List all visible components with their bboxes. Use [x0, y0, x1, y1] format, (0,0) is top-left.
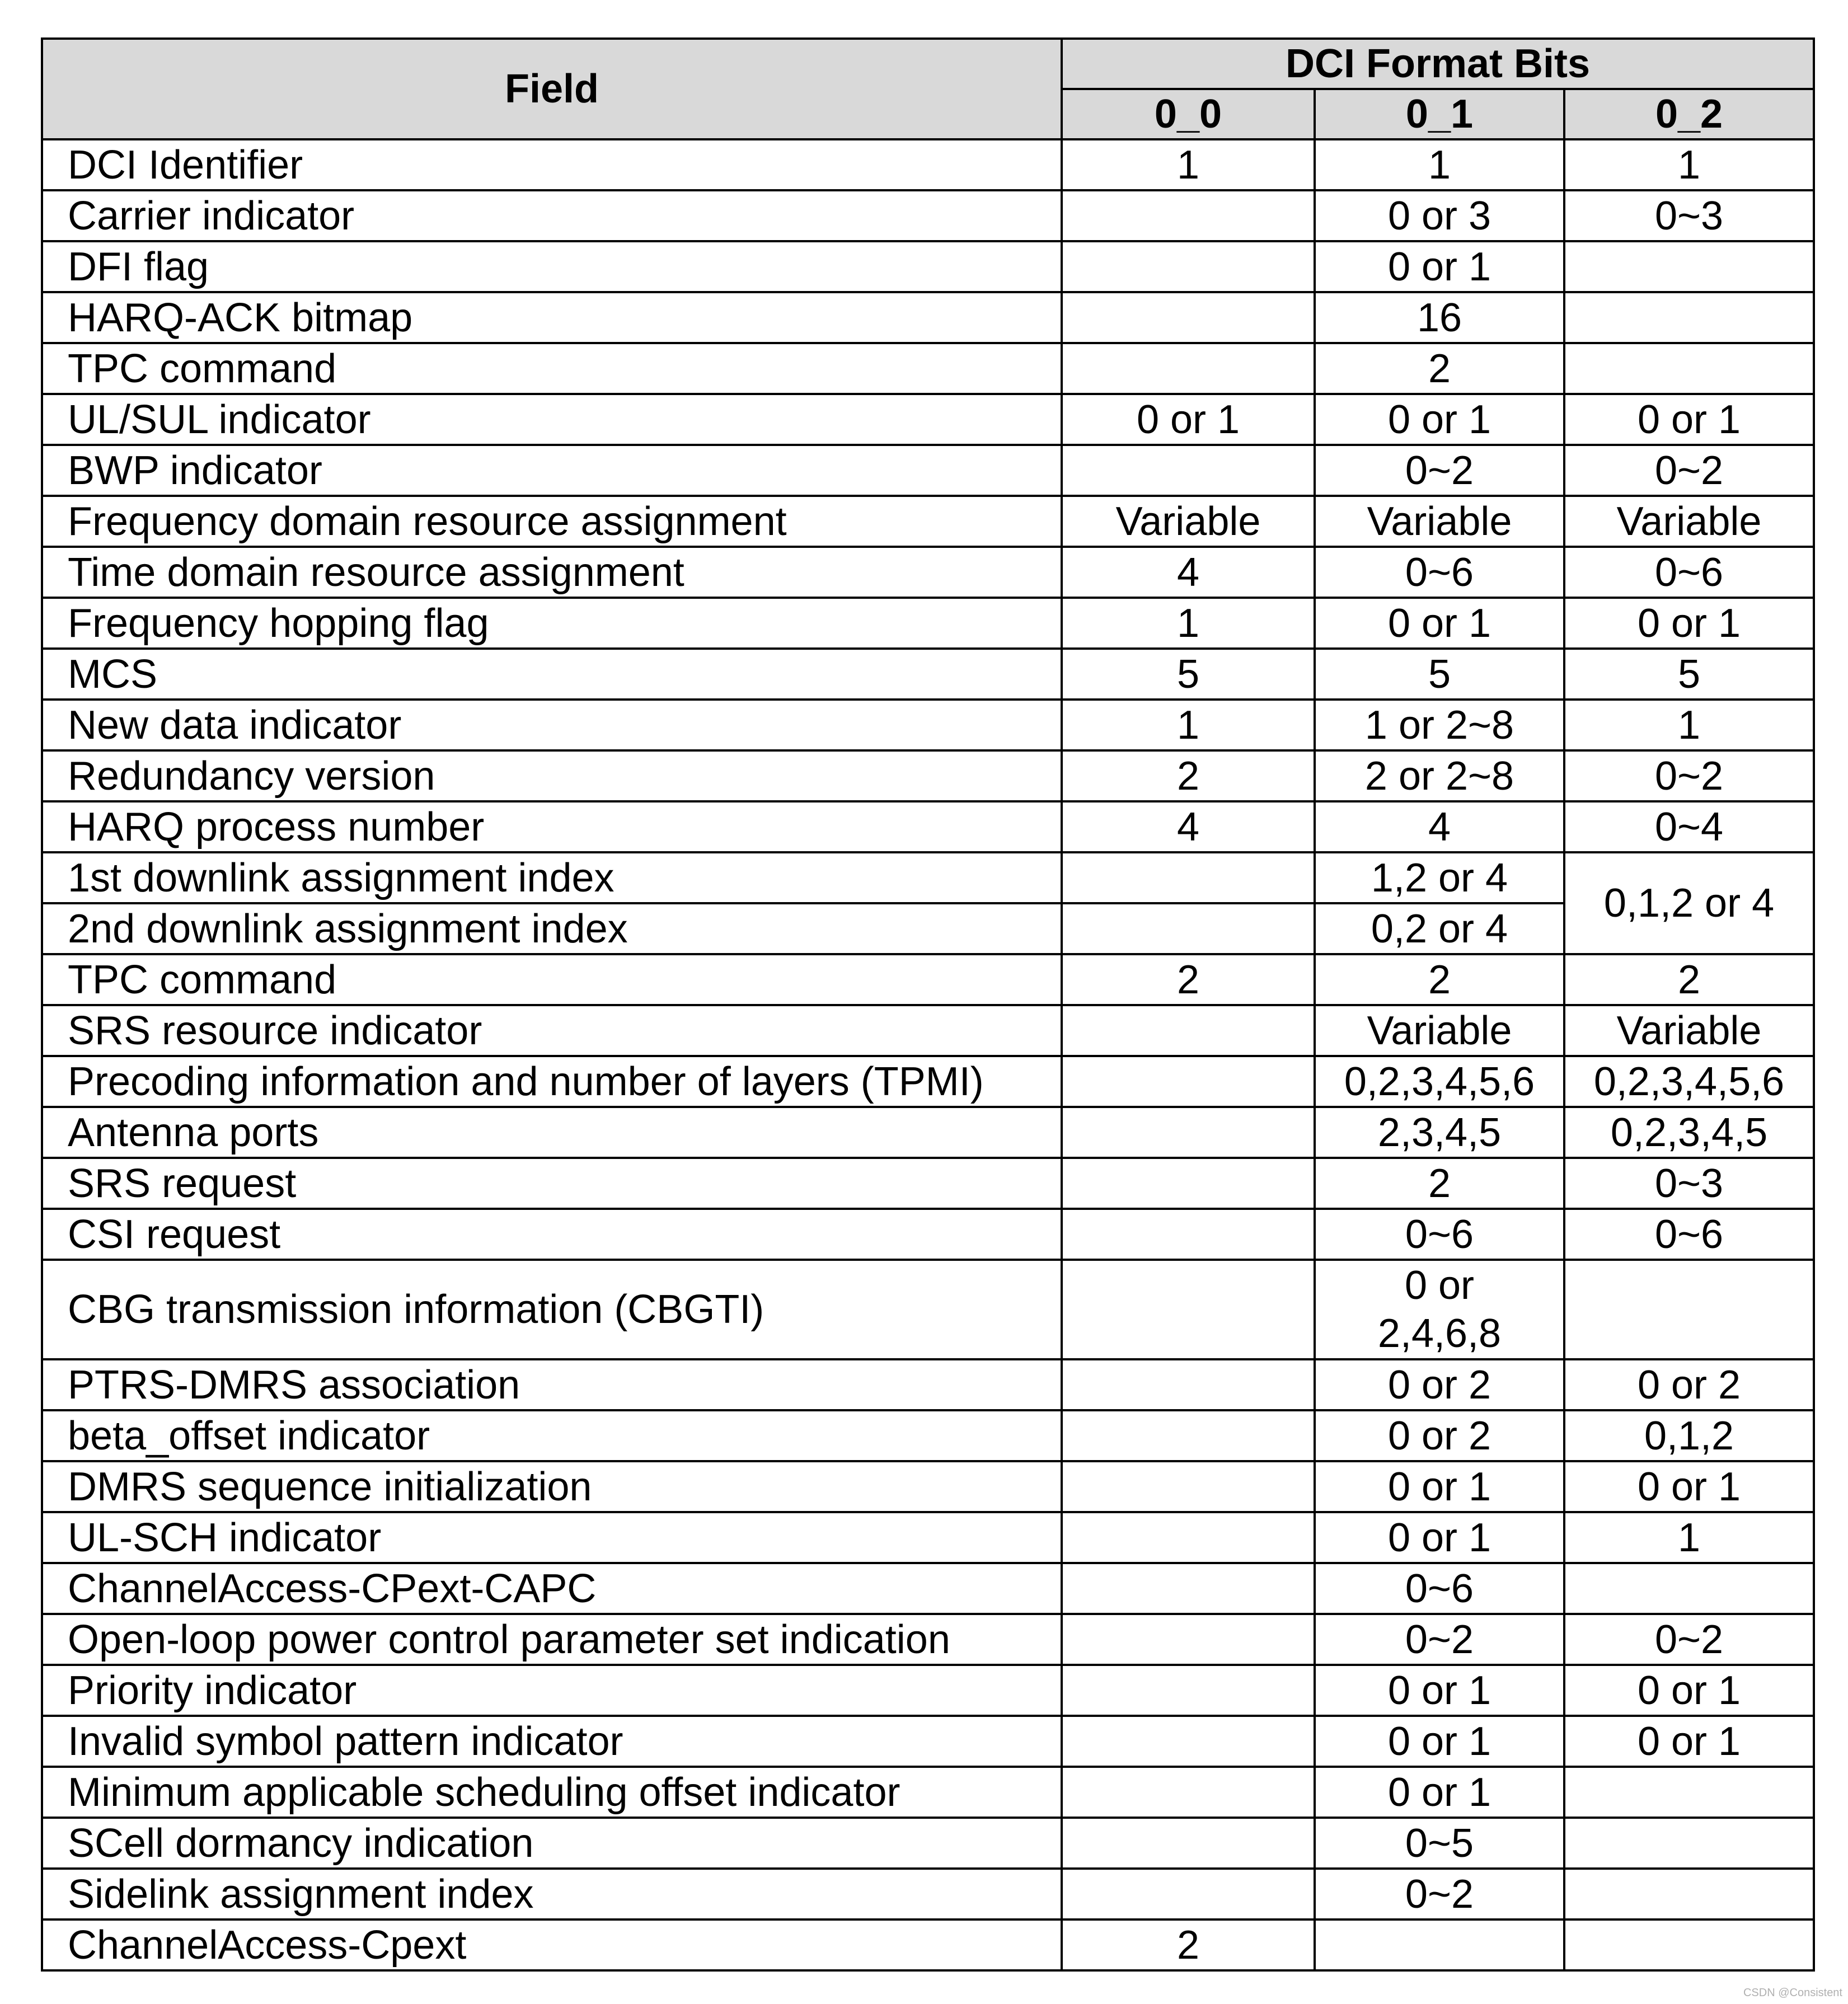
format-0-1-cell: 2: [1315, 954, 1564, 1005]
field-name-cell: ChannelAccess-Cpext: [42, 1919, 1062, 1970]
format-0-2-cell: 0~6: [1564, 547, 1814, 598]
format-0-0-cell: 4: [1062, 801, 1315, 852]
format-0-0-cell: 1: [1062, 598, 1315, 649]
format-0-2-cell: Variable: [1564, 1005, 1814, 1056]
format-0-2-cell: [1564, 1563, 1814, 1614]
format-0-1-cell: 0,2 or 4: [1315, 903, 1564, 954]
table-row: [42, 598, 1814, 649]
format-0-0-cell: [1062, 1056, 1315, 1107]
field-name-cell: CSI request: [42, 1209, 1062, 1260]
format-0-2-cell: [1564, 241, 1814, 292]
dci-format-bits-group-header: DCI Format Bits: [1062, 39, 1814, 89]
format-0-0-cell: 1: [1062, 700, 1315, 750]
format-0-0-cell: 2: [1062, 954, 1315, 1005]
format-0-2-cell: 1: [1564, 1512, 1814, 1563]
format-0-0-cell: [1062, 1158, 1315, 1209]
table-row: [42, 547, 1814, 598]
format-0-2-cell: 0 or 2: [1564, 1359, 1814, 1410]
format-0-1-cell: 0 or 2: [1315, 1410, 1564, 1461]
field-name-cell: 1st downlink assignment index: [42, 852, 1062, 903]
field-name-cell: Carrier indicator: [42, 190, 1062, 241]
dci-format-bits-table: [41, 37, 1815, 1972]
table-row: [42, 292, 1814, 343]
field-name-cell: TPC command: [42, 954, 1062, 1005]
table-body: [42, 139, 1814, 1970]
format-0-0-cell: [1062, 445, 1315, 496]
table-row: [42, 1665, 1814, 1716]
format-0-2-cell: 0 or 1: [1564, 1461, 1814, 1512]
table-row: [42, 190, 1814, 241]
format-0-0-cell: [1062, 1410, 1315, 1461]
table-row: [42, 1767, 1814, 1818]
format-0-0-cell: [1062, 1260, 1315, 1359]
field-name-cell: Antenna ports: [42, 1107, 1062, 1158]
format-0-0-cell: 4: [1062, 547, 1315, 598]
format-0-2-cell: [1564, 1260, 1814, 1359]
format-0-1-cell: 1,2 or 4: [1315, 852, 1564, 903]
format-0-0-cell: [1062, 1665, 1315, 1716]
format-0-0-cell: [1062, 1767, 1315, 1818]
format-0-2-cell: 0 or 1: [1564, 598, 1814, 649]
field-name-cell: UL/SUL indicator: [42, 394, 1062, 445]
field-name-cell: SCell dormancy indication: [42, 1818, 1062, 1869]
format-0-1-cell: Variable: [1315, 496, 1564, 547]
format-0-0-cell: Variable: [1062, 496, 1315, 547]
table-row: [42, 1818, 1814, 1869]
table-row: [42, 1869, 1814, 1919]
format-0-0-cell: [1062, 1359, 1315, 1410]
format-0-2-cell: 0~6: [1564, 1209, 1814, 1260]
table-row: [42, 700, 1814, 750]
table-row: [42, 903, 1814, 954]
format-0-1-cell: 4: [1315, 801, 1564, 852]
format-0-1-cell: 1: [1315, 139, 1564, 190]
format-0-2-cell: 0,2,3,4,5,6: [1564, 1056, 1814, 1107]
format-0-0-cell: [1062, 1614, 1315, 1665]
table-row: [42, 1209, 1814, 1260]
format-0-2-cell: [1564, 1919, 1814, 1970]
field-name-cell: CBG transmission information (CBGTI): [42, 1260, 1062, 1359]
field-name-cell: 2nd downlink assignment index: [42, 903, 1062, 954]
format-0-1-cell: 0~2: [1315, 445, 1564, 496]
format-0-0-cell: [1062, 1512, 1315, 1563]
table-row: [42, 954, 1814, 1005]
format-0-1-cell: 0~6: [1315, 1563, 1564, 1614]
format-0-0-cell: 1: [1062, 139, 1315, 190]
table-row: [42, 1512, 1814, 1563]
table-row: [42, 1359, 1814, 1410]
format-0-1-cell: 2,3,4,5: [1315, 1107, 1564, 1158]
format-0-0-cell: [1062, 343, 1315, 394]
format-0-1-cell: 0~2: [1315, 1614, 1564, 1665]
format-0-2-cell: 0~3: [1564, 190, 1814, 241]
field-name-cell: ChannelAccess-CPext-CAPC: [42, 1563, 1062, 1614]
field-name-cell: Minimum applicable scheduling offset indicator: [42, 1767, 1062, 1818]
table-header: [42, 39, 1814, 139]
format-0-2-cell: [1564, 1767, 1814, 1818]
field-name-cell: DMRS sequence initialization: [42, 1461, 1062, 1512]
format-0-0-cell: 5: [1062, 649, 1315, 700]
format-0-1-cell: 0 or 1: [1315, 1461, 1564, 1512]
field-name-cell: HARQ process number: [42, 801, 1062, 852]
format-0-2-cell: 2: [1564, 954, 1814, 1005]
format-0-2-cell: 0,1,2: [1564, 1410, 1814, 1461]
format-0-1-cell: 0 or 1: [1315, 394, 1564, 445]
format-0-0-cell: 2: [1062, 1919, 1315, 1970]
format-0-0-cell: [1062, 1209, 1315, 1260]
table-row: [42, 496, 1814, 547]
field-name-cell: SRS resource indicator: [42, 1005, 1062, 1056]
format-0-2-header: 0_2: [1564, 89, 1814, 139]
table-row: [42, 1410, 1814, 1461]
table-row: [42, 1158, 1814, 1209]
field-name-cell: HARQ-ACK bitmap: [42, 292, 1062, 343]
field-name-cell: UL-SCH indicator: [42, 1512, 1062, 1563]
format-0-2-cell: 0~4: [1564, 801, 1814, 852]
format-0-1-cell: 0 or 1: [1315, 1767, 1564, 1818]
format-0-2-cell: 5: [1564, 649, 1814, 700]
format-0-1-cell: 1 or 2~8: [1315, 700, 1564, 750]
field-name-cell: beta_offset indicator: [42, 1410, 1062, 1461]
table-row: [42, 1005, 1814, 1056]
format-0-0-cell: [1062, 903, 1315, 954]
field-name-cell: DCI Identifier: [42, 139, 1062, 190]
format-0-0-cell: 0 or 1: [1062, 394, 1315, 445]
field-name-cell: New data indicator: [42, 700, 1062, 750]
format-0-1-cell: 0~5: [1315, 1818, 1564, 1869]
field-name-cell: Redundancy version: [42, 750, 1062, 801]
field-name-cell: PTRS-DMRS association: [42, 1359, 1062, 1410]
format-0-0-cell: [1062, 1563, 1315, 1614]
field-name-cell: BWP indicator: [42, 445, 1062, 496]
format-0-0-cell: [1062, 241, 1315, 292]
format-0-1-cell: 0 or 2: [1315, 1359, 1564, 1410]
field-name-cell: Time domain resource assignment: [42, 547, 1062, 598]
table-row: [42, 445, 1814, 496]
field-name-cell: Sidelink assignment index: [42, 1869, 1062, 1919]
format-0-2-cell: 0~2: [1564, 750, 1814, 801]
format-0-2-cell: [1564, 343, 1814, 394]
format-0-1-cell: 0 or 1: [1315, 241, 1564, 292]
field-name-cell: Frequency domain resource assignment: [42, 496, 1062, 547]
table-row: [42, 1107, 1814, 1158]
format-0-2-cell: 1: [1564, 700, 1814, 750]
table-row: [42, 1056, 1814, 1107]
table-row: [42, 750, 1814, 801]
format-0-2-cell: 0 or 1: [1564, 394, 1814, 445]
format-0-1-cell: [1315, 1919, 1564, 1970]
format-0-1-cell: 0 or 1: [1315, 1512, 1564, 1563]
format-0-2-cell: Variable: [1564, 496, 1814, 547]
format-0-0-cell: [1062, 1005, 1315, 1056]
table-row: [42, 241, 1814, 292]
format-0-1-cell: 16: [1315, 292, 1564, 343]
format-0-2-cell: 0 or 1: [1564, 1716, 1814, 1767]
format-0-1-cell: 0~6: [1315, 1209, 1564, 1260]
format-0-0-cell: 2: [1062, 750, 1315, 801]
table-row: [42, 1260, 1814, 1359]
field-name-cell: SRS request: [42, 1158, 1062, 1209]
table-row: [42, 1563, 1814, 1614]
format-0-0-cell: [1062, 292, 1315, 343]
table-row: [42, 1716, 1814, 1767]
format-0-2-cell: [1564, 292, 1814, 343]
format-0-2-cell: [1564, 1869, 1814, 1919]
format-0-1-cell: 2: [1315, 343, 1564, 394]
format-0-1-header: 0_1: [1315, 89, 1564, 139]
format-0-2-cell: 0 or 1: [1564, 1665, 1814, 1716]
table-row: [42, 139, 1814, 190]
field-name-cell: Frequency hopping flag: [42, 598, 1062, 649]
format-0-0-cell: [1062, 190, 1315, 241]
format-0-2-cell: [1564, 1818, 1814, 1869]
format-0-1-cell: 0 or 1: [1315, 1716, 1564, 1767]
table-row: [42, 343, 1814, 394]
format-0-1-cell: 0~2: [1315, 1869, 1564, 1919]
format-0-1-cell: 2: [1315, 1158, 1564, 1209]
watermark-text: CSDN @Consistent: [1743, 1987, 1842, 1999]
format-0-1-cell: 0 or 2,4,6,8: [1315, 1260, 1564, 1359]
format-0-1-cell: Variable: [1315, 1005, 1564, 1056]
table-row: [42, 1614, 1814, 1665]
format-0-0-cell: [1062, 1716, 1315, 1767]
format-0-0-cell: [1062, 1107, 1315, 1158]
format-0-2-cell: 0~2: [1564, 445, 1814, 496]
format-0-1-cell: 0~6: [1315, 547, 1564, 598]
field-name-cell: MCS: [42, 649, 1062, 700]
format-0-0-cell: [1062, 1461, 1315, 1512]
format-0-0-cell: [1062, 1869, 1315, 1919]
table-row: [42, 801, 1814, 852]
format-0-0-cell: [1062, 1818, 1315, 1869]
format-0-1-cell: 0 or 3: [1315, 190, 1564, 241]
format-0-2-cell: 0~3: [1564, 1158, 1814, 1209]
field-name-cell: Invalid symbol pattern indicator: [42, 1716, 1062, 1767]
format-0-1-cell: 0,2,3,4,5,6: [1315, 1056, 1564, 1107]
format-0-2-cell: 0,1,2 or 4: [1564, 852, 1814, 954]
table-row: [42, 649, 1814, 700]
field-name-cell: DFI flag: [42, 241, 1062, 292]
field-name-cell: TPC command: [42, 343, 1062, 394]
format-0-1-cell: 2 or 2~8: [1315, 750, 1564, 801]
field-name-cell: Priority indicator: [42, 1665, 1062, 1716]
field-name-cell: Open-loop power control parameter set indication: [42, 1614, 1062, 1665]
table-row: [42, 1461, 1814, 1512]
format-0-2-cell: 0~2: [1564, 1614, 1814, 1665]
field-name-cell: Precoding information and number of layers (TPMI): [42, 1056, 1062, 1107]
table-row: [42, 852, 1814, 903]
format-0-2-cell: 0,2,3,4,5: [1564, 1107, 1814, 1158]
format-0-1-cell: 0 or 1: [1315, 598, 1564, 649]
table-row: [42, 394, 1814, 445]
format-0-1-cell: 0 or 1: [1315, 1665, 1564, 1716]
table-row: [42, 1919, 1814, 1970]
field-column-header: Field: [42, 39, 1062, 139]
format-0-0-cell: [1062, 852, 1315, 903]
format-0-2-cell: 1: [1564, 139, 1814, 190]
format-0-1-cell: 5: [1315, 649, 1564, 700]
format-0-0-header: 0_0: [1062, 89, 1315, 139]
